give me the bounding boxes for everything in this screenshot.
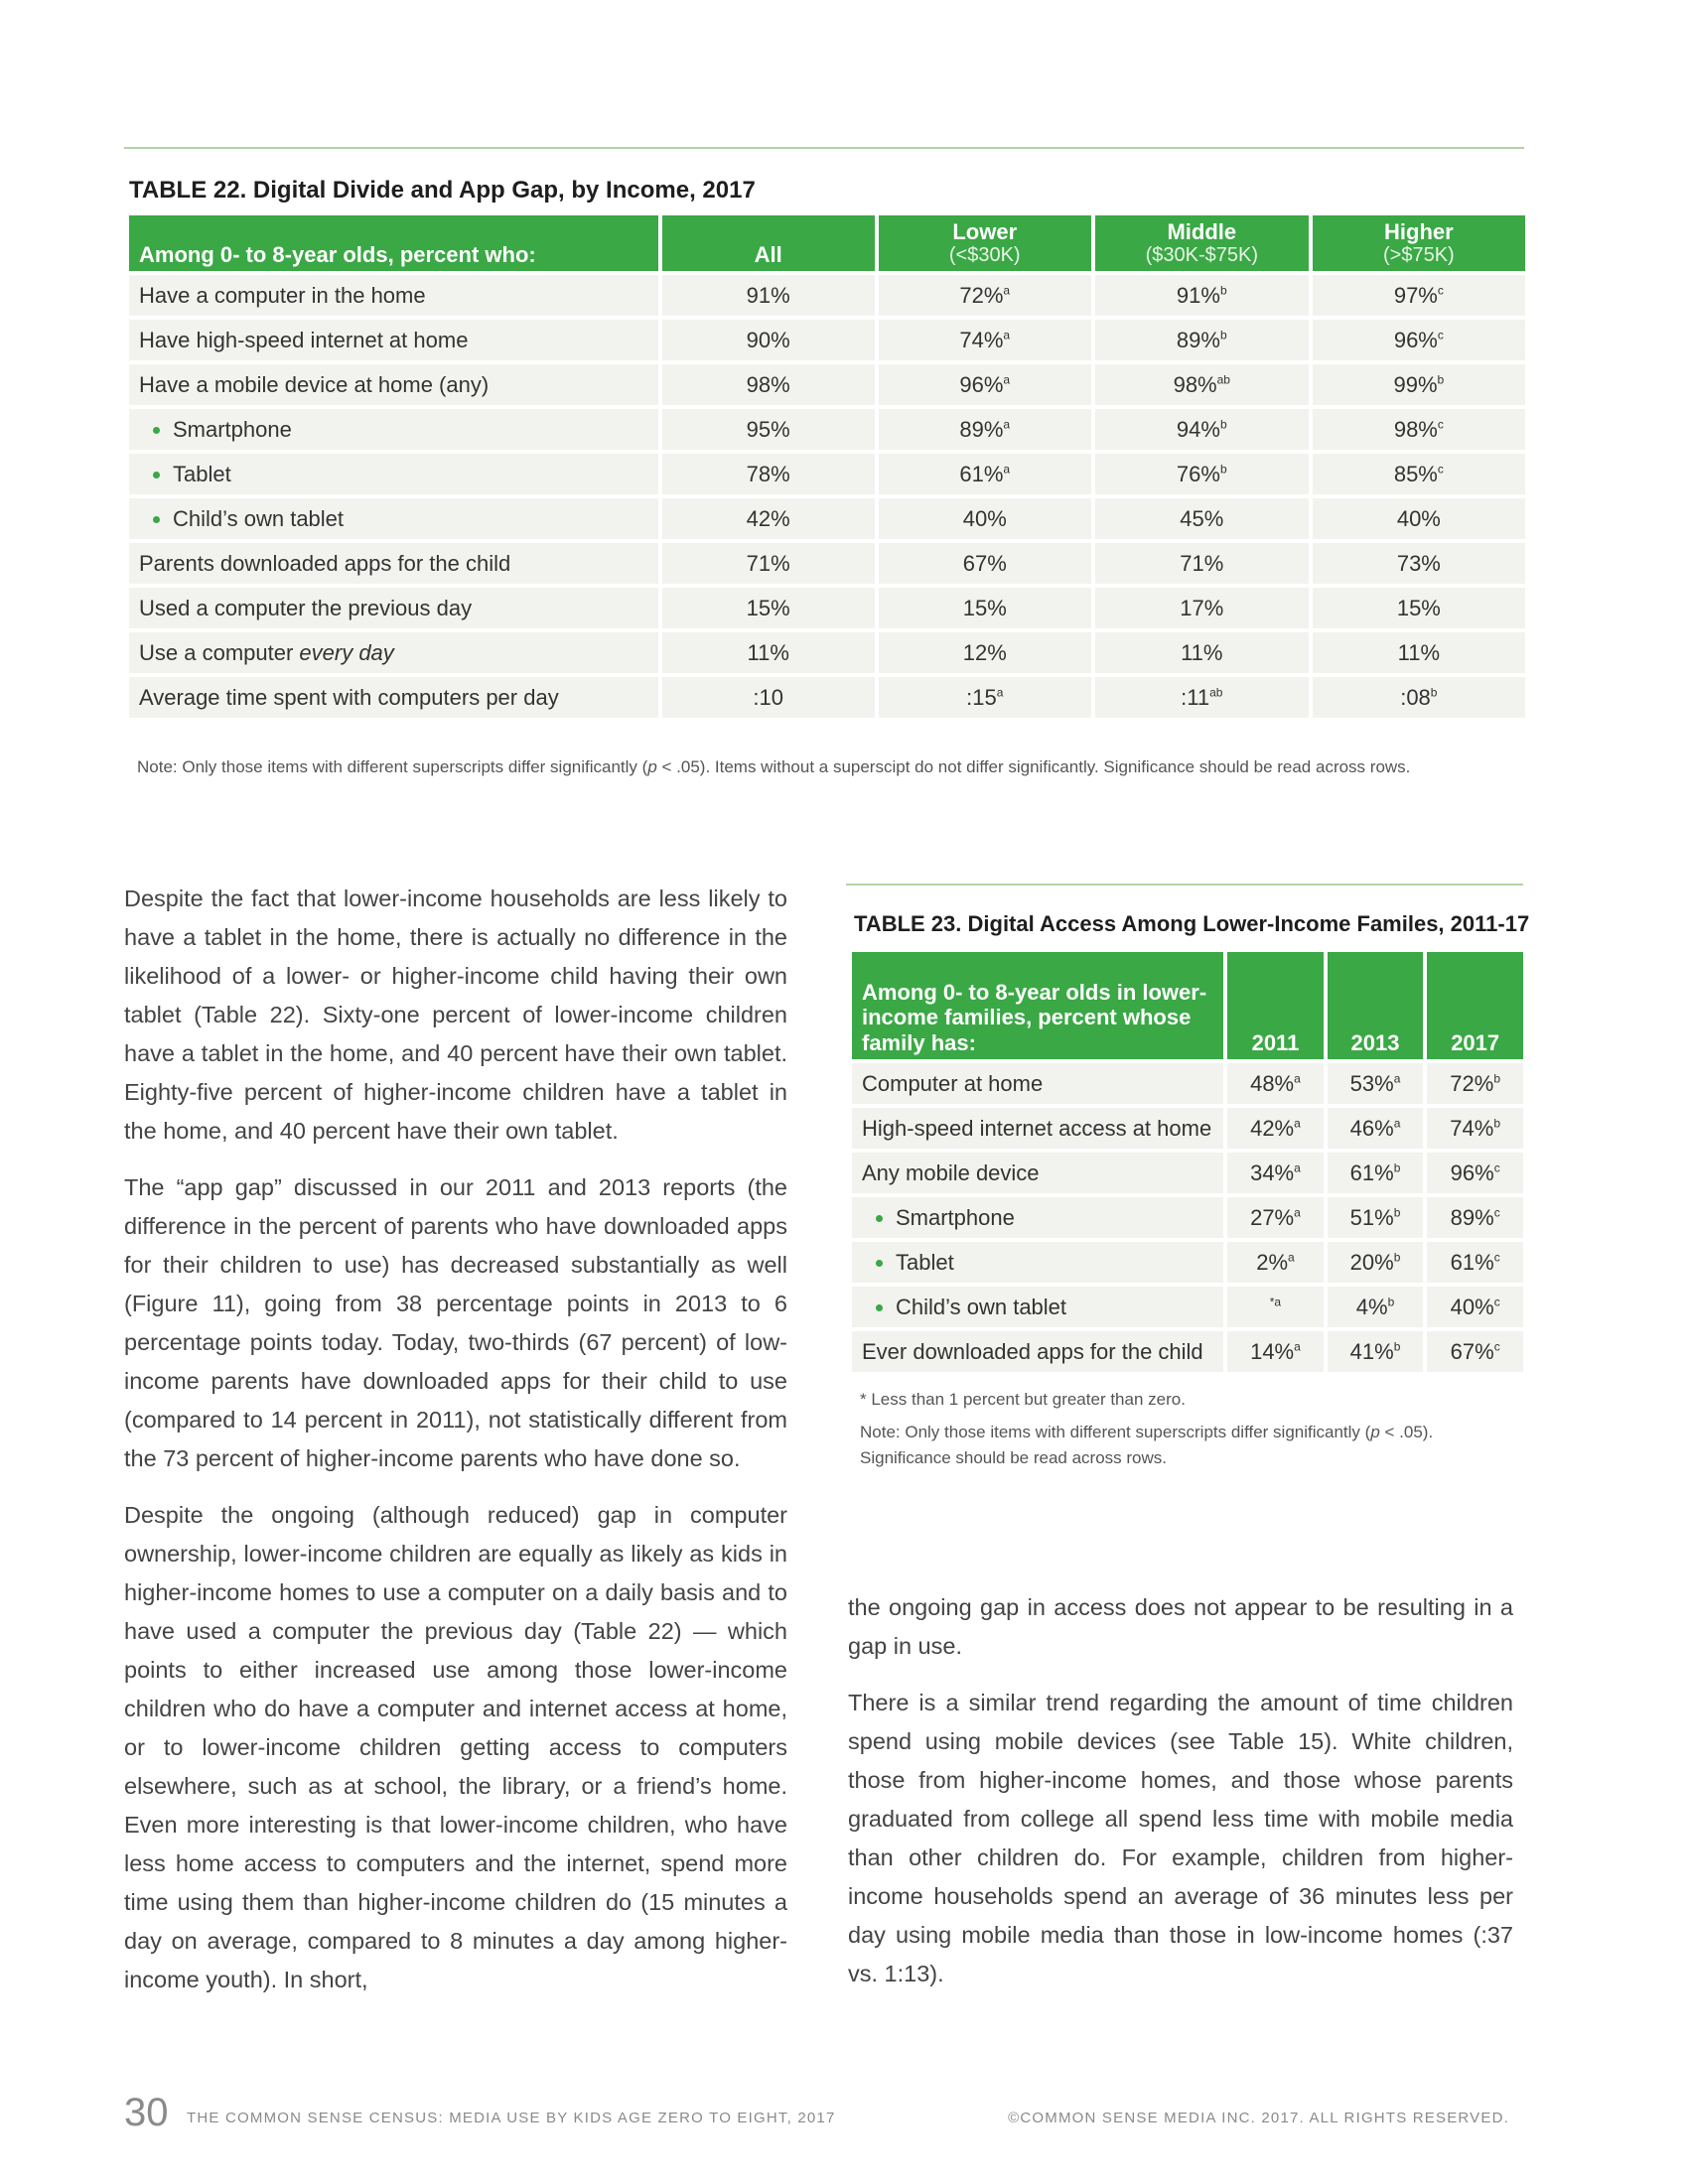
table23-cell-2011: 34%$^a$ [1227, 1153, 1324, 1193]
table22-col-middle-sub: ($30K-$75K) [1145, 244, 1258, 267]
table22-note: Note: Only those items with different superscripts differ significantly (p < .05). Items without a superscipt do not differ significantly. Significance should be read across rows. [137, 757, 1411, 776]
table23-divider [846, 884, 1523, 886]
table22-row [129, 498, 1525, 539]
table22-cell-higher: 15% [1313, 588, 1525, 628]
table22-cell-lower: 72%$^a$ [879, 275, 1091, 316]
table22-row [129, 588, 1525, 628]
table22-row-label: Parents downloaded apps for the child [129, 543, 658, 584]
table22-cell-all: 98% [662, 364, 875, 405]
table22-col-higher: Higher (>$75K) [1313, 215, 1525, 271]
body-paragraph: Despite the fact that lower-income households are less likely to have a tablet in the home, there is actually no difference in the likelihood of a lower- or higher-income child having their own tablet (Table 22). Sixty-one percent of lower-income children have a tablet in the home, and 40 percent have their own tablet. Eighty-five percent of higher-income children have a tablet in the home, and 40 percent have their own tablet. [124, 886, 787, 1144]
table22-col-middle: Middle ($30K-$75K) [1095, 215, 1309, 271]
table23-row [852, 1197, 1523, 1238]
table23-cell-2011: 2%$^a$ [1227, 1242, 1324, 1283]
table22-cell-all: :10 [662, 677, 875, 718]
table22-cell-middle: 76%$^b$ [1095, 454, 1309, 494]
table22-cell-higher: 11% [1313, 632, 1525, 673]
table22 [125, 211, 1529, 722]
table23-col-2017: 2017 [1427, 952, 1523, 1059]
table22-cell-middle: 94%$^b$ [1095, 409, 1309, 450]
table22-cell-lower: 40% [879, 498, 1091, 539]
table22-header-row [129, 215, 1525, 271]
table22-cell-all: 91% [662, 275, 875, 316]
table23-row-label: Smartphone [852, 1197, 1223, 1238]
table22-row-label: Have high-speed internet at home [129, 320, 658, 360]
table23-row [852, 1242, 1523, 1283]
table23-rowhead: Among 0- to 8-year olds in lower-income families, percent whose family has: [852, 952, 1223, 1059]
table23-cell-2013: 61%$^b$ [1328, 1153, 1424, 1193]
table23-row [852, 1287, 1523, 1327]
table22-cell-middle: 45% [1095, 498, 1309, 539]
table22-cell-higher: 40% [1313, 498, 1525, 539]
table23-header-row [852, 952, 1523, 1059]
table23-cell-2017: 61%$^c$ [1427, 1242, 1523, 1283]
table22-cell-lower: 74%$^a$ [879, 320, 1091, 360]
table22-cell-middle: 71% [1095, 543, 1309, 584]
table23 [848, 948, 1527, 1376]
bullet-icon [153, 516, 160, 523]
table23-row-label: Child’s own tablet [852, 1287, 1223, 1327]
table22-row-label: Smartphone [129, 409, 658, 450]
table23-cell-2017: 96%$^c$ [1427, 1153, 1523, 1193]
table22-cell-higher: 73% [1313, 543, 1525, 584]
body-left-column [124, 880, 787, 2017]
table22-cell-all: 95% [662, 409, 875, 450]
table23-cell-2011: *a [1227, 1287, 1324, 1327]
body-paragraph: The “app gap” discussed in our 2011 and 2013 reports (the difference in the percent of parents who have downloaded apps for their children to use) has decreased substantially as well (Figure 11), going from 38 percentage points in 2013 to 6 percentage points today. Today, two-thirds (67 percent) of low-income parents have downloaded apps for their child to use (compared to 14 percent in 2011), not statistically different from the 73 percent of higher-income parents who have done so. [124, 1174, 787, 1471]
table23-cell-2017: 74%$^b$ [1427, 1108, 1523, 1149]
bullet-icon [876, 1215, 883, 1222]
bullet-icon [153, 472, 160, 478]
table23-row-label: Ever downloaded apps for the child [852, 1331, 1223, 1372]
table22-row-label: Used a computer the previous day [129, 588, 658, 628]
table22-col-lower: Lower (<$30K) [879, 215, 1091, 271]
table22-cell-lower: 12% [879, 632, 1091, 673]
table22-cell-middle: 11% [1095, 632, 1309, 673]
table22-cell-lower: 61%$^a$ [879, 454, 1091, 494]
table23-row [852, 1108, 1523, 1149]
table22-row [129, 364, 1525, 405]
table22-cell-higher: 85%$^c$ [1313, 454, 1525, 494]
table23-note: Note: Only those items with different superscripts differ significantly (p < .05). Significance should be read across rows. [860, 1423, 1434, 1467]
table23-row [852, 1063, 1523, 1104]
table22-cell-middle: 89%$^b$ [1095, 320, 1309, 360]
table22-cell-higher: :08$^b$ [1313, 677, 1525, 718]
table23-cell-2017: 40%$^c$ [1427, 1287, 1523, 1327]
table22-cell-middle: 17% [1095, 588, 1309, 628]
table22-cell-middle: 91%$^b$ [1095, 275, 1309, 316]
bullet-icon [876, 1304, 883, 1311]
table22-col-all: All [662, 215, 875, 271]
table22-cell-all: 11% [662, 632, 875, 673]
table22-col-lower-sub: (<$30K) [948, 244, 1021, 267]
table23-cell-2017: 72%$^b$ [1427, 1063, 1523, 1104]
table22-cell-higher: 97%$^c$ [1313, 275, 1525, 316]
body-paragraph: There is a similar trend regarding the amount of time children spend using mobile devices (see Table 15). White children, those from higher-income homes, and those whose parents graduated from college all spend less time with mobile media than other children do. For example, children from higher-income households spend an average of 36 minutes less per day using mobile media than those in low-income homes (:37 vs. 1:13). [848, 1690, 1513, 1986]
table22-row-label: Use a computer every day [129, 632, 658, 673]
footer-copyright: ©COMMON SENSE MEDIA INC. 2017. ALL RIGHTS RESERVED. [1008, 2110, 1509, 2126]
table22-title: TABLE 22. Digital Divide and App Gap, by Income, 2017 [129, 177, 756, 204]
table22-row-label: Average time spent with computers per day [129, 677, 658, 718]
table22-row [129, 275, 1525, 316]
bullet-icon [876, 1260, 883, 1267]
table23-cell-2017: 67%$^c$ [1427, 1331, 1523, 1372]
table22-cell-middle: 98%$^{ab}$ [1095, 364, 1309, 405]
table22-cell-lower: :15$^a$ [879, 677, 1091, 718]
table23-title: TABLE 23. Digital Access Among Lower-Income Familes, 2011-17 [854, 911, 1530, 936]
page-number: 30 [124, 2091, 169, 2134]
table23-cell-2013: 46%$^a$ [1328, 1108, 1424, 1149]
table22-cell-higher: 98%$^c$ [1313, 409, 1525, 450]
table23-cell-2013: 41%$^b$ [1328, 1331, 1424, 1372]
table22-col-higher-sub: (>$75K) [1382, 244, 1455, 267]
table23-cell-2013: 51%$^b$ [1328, 1197, 1424, 1238]
table23-row [852, 1153, 1523, 1193]
table22-cell-all: 78% [662, 454, 875, 494]
table22-row [129, 409, 1525, 450]
table22-row-label: Tablet [129, 454, 658, 494]
table23-cell-2013: 4%$^b$ [1328, 1287, 1424, 1327]
table22-rowhead: Among 0- to 8-year olds, percent who: [129, 215, 658, 271]
body-paragraph: Despite the ongoing (although reduced) gap in computer ownership, lower-income children are equally as likely as kids in higher-income homes to use a computer on a daily basis and to have used a computer the previous day (Table 22) — which points to either increased use among those lower-income children who do have a computer and internet access at home, or to lower-income children getting access to computers elsewhere, such as at school, the library, or a friend’s home. Even more interesting is that lower-income children, who have less home access to computers and the internet, spend more time using them than higher-income children do (15 minutes a day on average, compared to 8 minutes a day among higher-income youth). In short, [124, 1502, 787, 1992]
table22-cell-higher: 99%$^b$ [1313, 364, 1525, 405]
table22-row [129, 632, 1525, 673]
table23-cell-2011: 27%$^a$ [1227, 1197, 1324, 1238]
table22-cell-all: 90% [662, 320, 875, 360]
table23-col-2011: 2011 [1227, 952, 1324, 1059]
table22-cell-lower: 67% [879, 543, 1091, 584]
table23-row-label: High-speed internet access at home [852, 1108, 1223, 1149]
table22-cell-lower: 89%$^a$ [879, 409, 1091, 450]
table23-cell-2013: 20%$^b$ [1328, 1242, 1424, 1283]
body-paragraph: the ongoing gap in access does not appear to be resulting in a gap in use. [848, 1594, 1513, 1659]
table22-cell-middle: $:11^{ab}$ [1095, 677, 1309, 718]
table22-row [129, 677, 1525, 718]
table23-col-2013: 2013 [1328, 952, 1424, 1059]
table23-cell-2011: 48%$^a$ [1227, 1063, 1324, 1104]
table22-row [129, 543, 1525, 584]
table22-row-label: Child’s own tablet [129, 498, 658, 539]
footer-publication: THE COMMON SENSE CENSUS: MEDIA USE BY KIDS AGE ZERO TO EIGHT, 2017 [187, 2110, 836, 2126]
table23-row-label: Tablet [852, 1242, 1223, 1283]
table23-cell-2013: 53%$^a$ [1328, 1063, 1424, 1104]
table23-cell-2017: 89%$^c$ [1427, 1197, 1523, 1238]
table22-cell-all: 15% [662, 588, 875, 628]
table23-cell-2011: 14%$^a$ [1227, 1331, 1324, 1372]
table23-row-label: Any mobile device [852, 1153, 1223, 1193]
table22-row-label: Have a computer in the home [129, 275, 658, 316]
body-right-column [848, 1588, 1513, 2011]
top-divider [124, 147, 1524, 149]
table22-row [129, 454, 1525, 494]
table22-cell-higher: 96%$^c$ [1313, 320, 1525, 360]
table22-cell-all: 42% [662, 498, 875, 539]
table23-row-label: Computer at home [852, 1063, 1223, 1104]
table23-cell-2011: 42%$^a$ [1227, 1108, 1324, 1149]
table22-cell-all: 71% [662, 543, 875, 584]
bullet-icon [153, 427, 160, 434]
table22-cell-lower: 96%$^a$ [879, 364, 1091, 405]
table23-footnote: * Less than 1 percent but greater than zero. [860, 1390, 1186, 1409]
table22-cell-lower: 15% [879, 588, 1091, 628]
table23-row [852, 1331, 1523, 1372]
table22-row [129, 320, 1525, 360]
table22-row-label: Have a mobile device at home (any) [129, 364, 658, 405]
